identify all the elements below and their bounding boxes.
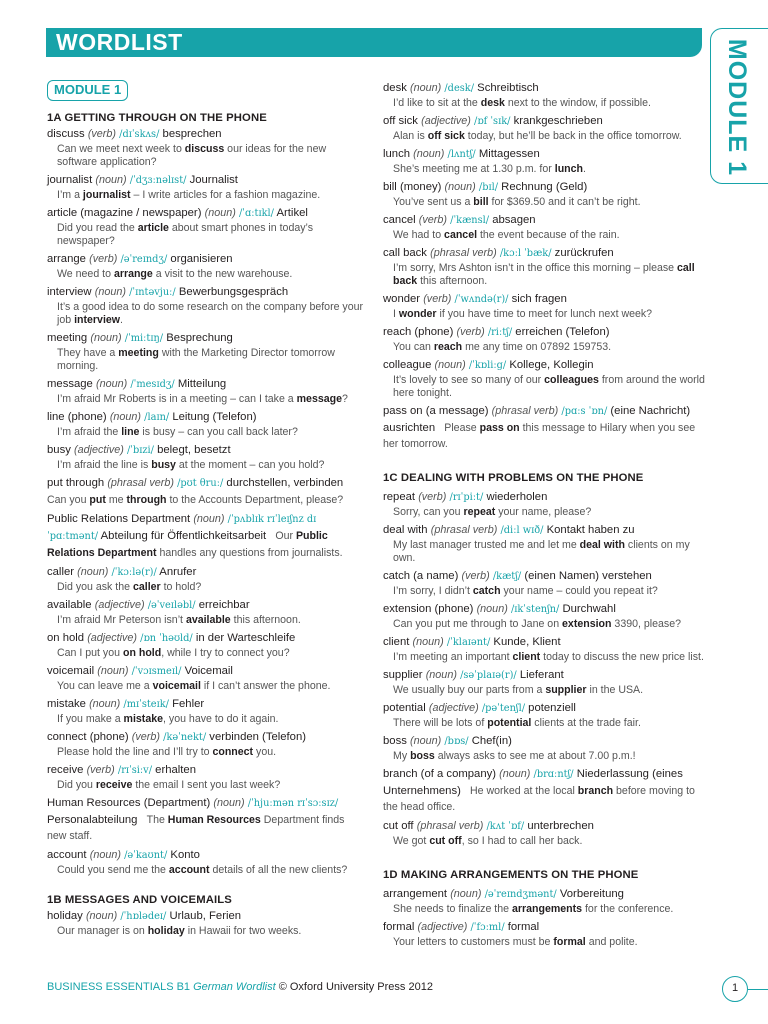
headword: catch (a name)	[383, 570, 459, 582]
headword: holiday	[47, 910, 83, 922]
translation: durchstellen, verbinden	[226, 477, 344, 489]
translation: Lieferant	[519, 669, 564, 681]
part-of-speech: (noun)	[476, 603, 508, 615]
pronunciation: /riːtʃ/	[487, 327, 513, 338]
part-of-speech: (verb)	[86, 764, 115, 776]
headword: mistake	[47, 698, 86, 710]
example: We had to cancel the event because of the rain.	[393, 229, 620, 241]
example: There will be lots of potential clients at the trade fair.	[393, 717, 641, 729]
footer-wordlist: German Wordlist	[193, 981, 276, 993]
headword: repeat	[383, 491, 416, 503]
translation: unterbrechen	[527, 820, 594, 832]
translation: besprechen	[162, 128, 222, 140]
example: Did you ask the caller to hold?	[57, 581, 202, 593]
footer	[47, 981, 433, 993]
pronunciation: /səˈplaɪə(r)/	[460, 670, 517, 681]
section-title-1b: 1B MESSAGES AND VOICEMAILS	[47, 894, 232, 906]
translation-cont: (eines Unternehmens)	[383, 768, 683, 797]
translation: Personalabteilung	[47, 814, 138, 826]
part-of-speech: (noun)	[89, 849, 121, 861]
part-of-speech: (phrasal verb)	[107, 477, 174, 489]
pronunciation: /rɪˈpiːt/	[449, 492, 484, 503]
pronunciation: /pʊt θruː/	[177, 478, 224, 489]
entry-supplier	[383, 667, 709, 700]
pronunciation: /ˈhjuːmən rɪˈsɔːsɪz/	[247, 798, 339, 809]
part-of-speech: (noun)	[95, 378, 128, 390]
translation: (einen Namen) verstehen	[524, 570, 652, 582]
example: Can we meet next week to discuss our ideas for the new software application?	[57, 143, 327, 168]
headword: meeting	[47, 332, 88, 344]
translation: Kollege, Kollegin	[509, 359, 594, 371]
entry-connect-phone	[47, 729, 365, 762]
pronunciation: /ˈkɔːlə(r)/	[111, 567, 157, 578]
pronunciation: /əˈveɪləbl/	[147, 600, 196, 611]
entry-repeat	[383, 489, 709, 522]
translation: erreichbar	[198, 599, 250, 611]
part-of-speech: (phrasal verb)	[416, 820, 484, 832]
entry-holiday	[47, 908, 365, 941]
part-of-speech: (phrasal verb)	[430, 247, 497, 259]
pronunciation: /kɔːl ˈbæk/	[499, 248, 552, 259]
entry-formal	[383, 919, 709, 952]
pronunciation: /ˈklaɪənt/	[446, 637, 491, 648]
part-of-speech: (noun)	[94, 286, 126, 298]
pronunciation: /bɪl/	[478, 182, 499, 193]
entry-journalist	[47, 172, 365, 205]
part-of-speech: (noun)	[204, 207, 236, 219]
entry-list-1a-part2	[47, 564, 365, 795]
entry-lunch	[383, 146, 709, 179]
translation: (eine Nachricht) ausrichten	[383, 405, 691, 434]
example: My last manager trusted me and let me deal with clients on my own.	[393, 539, 690, 564]
entry-reach-phone	[383, 324, 709, 357]
part-of-speech: (adjective)	[421, 115, 471, 127]
example: The Human Resources Department finds new staff.	[47, 814, 345, 842]
example: I’m meeting an important client today to discuss the new price list.	[393, 651, 704, 663]
example: We usually buy our parts from a supplier in the USA.	[393, 684, 644, 696]
entry-on-hold	[47, 630, 365, 663]
headword: cancel	[383, 214, 416, 226]
example: She’s meeting me at 1.30 p.m. for lunch.	[393, 163, 586, 175]
headword: put through	[47, 477, 105, 489]
entry-call-back	[383, 245, 709, 291]
entry-put-through	[47, 475, 365, 508]
part-of-speech: (phrasal verb)	[491, 405, 559, 417]
translation: belegt, besetzt	[157, 444, 231, 456]
headword: formal	[383, 921, 415, 933]
part-of-speech: (adjective)	[87, 632, 138, 644]
headword: available	[47, 599, 92, 611]
headword: boss	[383, 735, 407, 747]
headword: client	[383, 636, 410, 648]
entry-arrange	[47, 251, 365, 284]
pronunciation: /ˈdʒɜːnəlɪst/	[129, 175, 187, 186]
entry-available	[47, 597, 365, 630]
headword: receive	[47, 764, 84, 776]
example: Our manager is on holiday in Hawaii for two weeks.	[57, 925, 302, 937]
pronunciation: /əˈreɪndʒmənt/	[484, 889, 557, 900]
example: Can you put me through to the Accounts Department, please?	[47, 494, 344, 506]
example: I’m sorry, I didn’t catch your name – could you repeat it?	[393, 585, 658, 597]
translation: Besprechung	[166, 332, 233, 344]
example: He worked at the local branch before moving to the head office.	[383, 785, 695, 813]
headword: interview	[47, 286, 92, 298]
pronunciation: /əˈreɪndʒ/	[120, 254, 168, 265]
entry-human-resources	[47, 795, 365, 844]
pronunciation: /ɪkˈstenʃn/	[510, 604, 560, 615]
entry-cancel	[383, 212, 709, 245]
entry-cut-off	[383, 818, 709, 851]
section-title-1a: 1A GETTING THROUGH ON THE PHONE	[47, 112, 267, 124]
example: Our Public Relations Department handles any questions from journalists.	[47, 530, 343, 559]
right-column	[383, 80, 709, 952]
pronunciation: /pɑːs ˈɒn/	[561, 406, 608, 417]
part-of-speech: (phrasal verb)	[430, 524, 498, 536]
entry-list-1b	[383, 80, 709, 403]
translation: Kontakt haben zu	[546, 524, 635, 536]
example: We need to arrange a visit to the new warehouse.	[57, 268, 293, 280]
translation: potenziell	[528, 702, 576, 714]
headword: arrangement	[383, 888, 448, 900]
pronunciation: /mɪˈsteɪk/	[123, 699, 169, 710]
headword: article (magazine / newspaper)	[47, 207, 202, 219]
part-of-speech: (adjective)	[74, 444, 124, 456]
pronunciation: /ˈfɔːml/	[470, 922, 505, 933]
entry-client	[383, 634, 709, 667]
pronunciation: /ˈmesɪdʒ/	[130, 379, 175, 390]
example: You’ve sent us a bill for $369.50 and it can’t be right.	[393, 196, 641, 208]
headword: cut off	[383, 820, 414, 832]
footer-series: BUSINESS ESSENTIALS B1	[47, 981, 191, 993]
pronunciation: /kætʃ/	[492, 571, 522, 582]
headword: on hold	[47, 632, 85, 644]
part-of-speech: (verb)	[456, 326, 485, 338]
part-of-speech: (noun)	[499, 768, 531, 780]
example: I’d like to sit at the desk next to the window, if possible.	[393, 97, 651, 109]
example: Can you put me through to Jane on extension 3390, please?	[393, 618, 681, 630]
part-of-speech: (noun)	[193, 513, 225, 525]
part-of-speech: (noun)	[410, 82, 442, 94]
pronunciation: /kəˈnekt/	[163, 732, 207, 743]
part-of-speech: (verb)	[131, 731, 160, 743]
headword: bill (money)	[383, 181, 442, 193]
part-of-speech: (verb)	[87, 128, 117, 140]
translation: Niederlassung	[576, 768, 649, 780]
pronunciation: /ˈwʌndə(r)/	[454, 294, 509, 305]
translation: Bewerbungsgespräch	[178, 286, 289, 298]
entry-colleague	[383, 357, 709, 403]
part-of-speech: (noun)	[85, 910, 118, 922]
translation: Abteilung für Öffentlichkeitsarbeit	[100, 530, 267, 542]
example: Alan is off sick today, but he’ll be back in the office tomorrow.	[393, 130, 682, 142]
headword: voicemail	[47, 665, 95, 677]
example: Please pass on this message to Hilary when you see her tomorrow.	[383, 422, 696, 450]
translation: Leitung (Telefon)	[172, 411, 257, 423]
translation: Konto	[170, 849, 200, 861]
pronunciation: /kʌt ˈɒf/	[486, 821, 525, 832]
translation: Artikel	[276, 207, 308, 219]
pronunciation: /desk/	[444, 83, 475, 94]
example: It’s a good idea to do some research on the company before your job interview.	[57, 301, 364, 326]
part-of-speech: (verb)	[461, 570, 490, 582]
part-of-speech: (noun)	[89, 698, 121, 710]
part-of-speech: (noun)	[450, 888, 482, 900]
pronunciation: /ˈkɒliːg/	[468, 360, 507, 371]
part-of-speech: (verb)	[423, 293, 452, 305]
headword: Human Resources (Department)	[47, 797, 211, 809]
pronunciation: /pəˈtenʃl/	[481, 703, 526, 714]
part-of-speech: (verb)	[89, 253, 118, 265]
headword: wonder	[383, 293, 421, 305]
headword: off sick	[383, 115, 418, 127]
pronunciation: /ˈpʌblɪk rɪˈleɪʃnz	[227, 514, 304, 525]
headword: lunch	[383, 148, 411, 160]
example: It’s lovely to see so many of our colleagues from around the world here tonight.	[393, 374, 705, 399]
translation: Chef(in)	[471, 735, 512, 747]
pronunciation: /əˈkaʊnt/	[124, 850, 168, 861]
translation: erhalten	[155, 764, 196, 776]
pronunciation: /lʌntʃ/	[447, 149, 476, 160]
entry-list-1a-part1	[47, 126, 365, 475]
example: I’m afraid Mr Roberts is in a meeting – can I take a message?	[57, 393, 348, 405]
headword: message	[47, 378, 93, 390]
entry-boss	[383, 733, 709, 766]
example: I wonder if you have time to meet for lunch next week?	[393, 308, 653, 320]
entry-pass-on	[383, 403, 709, 452]
example: They have a meeting with the Marketing Director tomorrow morning.	[57, 347, 335, 372]
page-title: WORDLIST	[56, 29, 183, 55]
headword: branch (of a company)	[383, 768, 497, 780]
entry-voicemail	[47, 663, 365, 696]
pronunciation: /ˈbɪzi/	[126, 445, 154, 456]
entry-potential	[383, 700, 709, 733]
entry-account	[47, 847, 365, 880]
translation: Mitteilung	[177, 378, 227, 390]
example: Could you send me the account details of all the new clients?	[57, 864, 348, 876]
entry-mistake	[47, 696, 365, 729]
example: Your letters to customers must be formal and polite.	[393, 936, 638, 948]
part-of-speech: (noun)	[213, 797, 245, 809]
module-badge: MODULE 1	[47, 80, 128, 101]
example: You can reach me any time on 07892 159753.	[393, 341, 612, 353]
example: Please hold the line and I’ll try to connect you.	[57, 746, 277, 758]
part-of-speech: (noun)	[412, 636, 444, 648]
entry-line-phone	[47, 409, 365, 442]
example: I’m afraid the line is busy at the moment – can you hold?	[57, 459, 325, 471]
entry-off-sick	[383, 113, 709, 146]
entry-deal-with	[383, 522, 709, 568]
pronunciation: dɪˈpɑːtmənt/	[47, 514, 317, 542]
translation: sich fragen	[511, 293, 567, 305]
entry-article-magazine-newspaper	[47, 205, 365, 251]
translation: verbinden (Telefon)	[209, 731, 307, 743]
part-of-speech: (noun)	[434, 359, 466, 371]
translation: organisieren	[170, 253, 233, 265]
entry-public-relations-department	[47, 511, 365, 561]
translation: Anrufer	[159, 566, 197, 578]
headword: connect (phone)	[47, 731, 129, 743]
section-title-1d: 1D MAKING ARRANGEMENTS ON THE PHONE	[383, 869, 639, 881]
pronunciation: /brɑːntʃ/	[533, 769, 574, 780]
translation: formal	[507, 921, 540, 933]
entry-interview	[47, 284, 365, 330]
entry-discuss	[47, 126, 365, 172]
entry-desk	[383, 80, 709, 113]
headword: potential	[383, 702, 426, 714]
headword: busy	[47, 444, 71, 456]
part-of-speech: (noun)	[95, 174, 127, 186]
translation: Durchwahl	[562, 603, 616, 615]
pronunciation: /ɒf ˈsɪk/	[474, 116, 511, 127]
entry-branch	[383, 766, 709, 815]
headword: pass on (a message)	[383, 405, 489, 417]
entry-bill-money	[383, 179, 709, 212]
headword: supplier	[383, 669, 423, 681]
pronunciation: /ˈmiːtɪŋ/	[124, 333, 164, 344]
part-of-speech: (adjective)	[428, 702, 479, 714]
example: Did you read the article about smart phones in today’s newspaper?	[57, 222, 313, 247]
entry-list-1d	[383, 886, 709, 952]
headword: account	[47, 849, 87, 861]
translation: Fehler	[172, 698, 205, 710]
headword: journalist	[47, 174, 93, 186]
part-of-speech: (adjective)	[94, 599, 145, 611]
pronunciation: /diːl wɪð/	[500, 525, 544, 536]
part-of-speech: (verb)	[418, 491, 447, 503]
headword: arrange	[47, 253, 86, 265]
part-of-speech: (noun)	[109, 411, 142, 423]
translation: wiederholen	[486, 491, 548, 503]
headword: line (phone)	[47, 411, 107, 423]
translation: Vorbereitung	[559, 888, 624, 900]
pronunciation: /ˈkænsl/	[450, 215, 490, 226]
example: Sorry, can you repeat your name, please?	[393, 506, 592, 518]
entry-message	[47, 376, 365, 409]
headword: call back	[383, 247, 427, 259]
left-column	[47, 80, 365, 941]
part-of-speech: (verb)	[418, 214, 447, 226]
translation: Journalist	[189, 174, 238, 186]
translation: Voicemail	[184, 665, 233, 677]
translation: Schreibtisch	[477, 82, 539, 94]
headword: extension (phone)	[383, 603, 474, 615]
example: You can leave me a voicemail if I can’t answer the phone.	[57, 680, 331, 692]
pronunciation: /dɪˈskʌs/	[119, 129, 160, 140]
headword: deal with	[383, 524, 428, 536]
translation: erreichen (Telefon)	[515, 326, 610, 338]
example: I’m sorry, Mrs Ashton isn’t in the office this morning – please call back this afternoon.	[393, 262, 695, 287]
part-of-speech: (adjective)	[417, 921, 468, 933]
example: I’m a journalist – I write articles for a fashion magazine.	[57, 189, 321, 201]
translation: krankgeschrieben	[513, 115, 603, 127]
entry-list-1c	[383, 489, 709, 766]
entry-receive	[47, 762, 365, 795]
pronunciation: /ˈhɒlədeɪ/	[120, 911, 167, 922]
part-of-speech: (noun)	[97, 665, 129, 677]
part-of-speech: (noun)	[413, 148, 445, 160]
entry-caller	[47, 564, 365, 597]
page-number-rule	[748, 989, 768, 990]
pronunciation: /ˈɪntəvjuː/	[129, 287, 176, 298]
example: Did you receive the email I sent you last week?	[57, 779, 281, 791]
translation: in der Warteschleife	[195, 632, 296, 644]
headword: discuss	[47, 128, 85, 140]
part-of-speech: (noun)	[410, 735, 442, 747]
example: Can I put you on hold, while I try to connect you?	[57, 647, 290, 659]
translation: Mittagessen	[478, 148, 540, 160]
example: She needs to finalize the arrangements for the conference.	[393, 903, 674, 915]
module-side-tab	[710, 28, 768, 184]
example: I’m afraid the line is busy – can you call back later?	[57, 426, 298, 438]
header-banner	[46, 28, 702, 57]
part-of-speech: (noun)	[90, 332, 122, 344]
headword: reach (phone)	[383, 326, 454, 338]
example: If you make a mistake, you have to do it again.	[57, 713, 279, 725]
side-tab-label: MODULE 1	[723, 38, 752, 176]
part-of-speech: (noun)	[444, 181, 476, 193]
pronunciation: /rɪˈsiːv/	[117, 765, 153, 776]
translation: Rechnung (Geld)	[501, 181, 588, 193]
example: I’m afraid Mr Peterson isn’t available this afternoon.	[57, 614, 301, 626]
headword: desk	[383, 82, 407, 94]
example: We got cut off, so I had to call her back.	[393, 835, 583, 847]
section-title-1c: 1C DEALING WITH PROBLEMS ON THE PHONE	[383, 472, 644, 484]
entry-busy	[47, 442, 365, 475]
page-number: 1	[722, 976, 748, 1002]
translation: zurückrufen	[554, 247, 614, 259]
headword: colleague	[383, 359, 432, 371]
translation: absagen	[492, 214, 536, 226]
entry-extension-phone	[383, 601, 709, 634]
headword: caller	[47, 566, 74, 578]
pronunciation: /ˈvɔɪsmeɪl/	[131, 666, 182, 677]
entry-catch-a-name	[383, 568, 709, 601]
entry-arrangement	[383, 886, 709, 919]
pronunciation: /ɒn ˈhəʊld/	[140, 633, 193, 644]
entry-meeting	[47, 330, 365, 376]
translation: Kunde, Klient	[493, 636, 561, 648]
headword: Public Relations Department	[47, 513, 191, 525]
entry-wonder	[383, 291, 709, 324]
translation: Urlaub, Ferien	[169, 910, 242, 922]
pronunciation: /ˈɑːtɪkl/	[238, 208, 274, 219]
part-of-speech: (noun)	[77, 566, 109, 578]
pronunciation: /laɪn/	[144, 412, 170, 423]
footer-copyright: © Oxford University Press 2012	[278, 981, 433, 993]
pronunciation: /bɒs/	[444, 736, 469, 747]
part-of-speech: (noun)	[425, 669, 457, 681]
example: My boss always asks to see me at about 7.00 p.m.!	[393, 750, 636, 762]
